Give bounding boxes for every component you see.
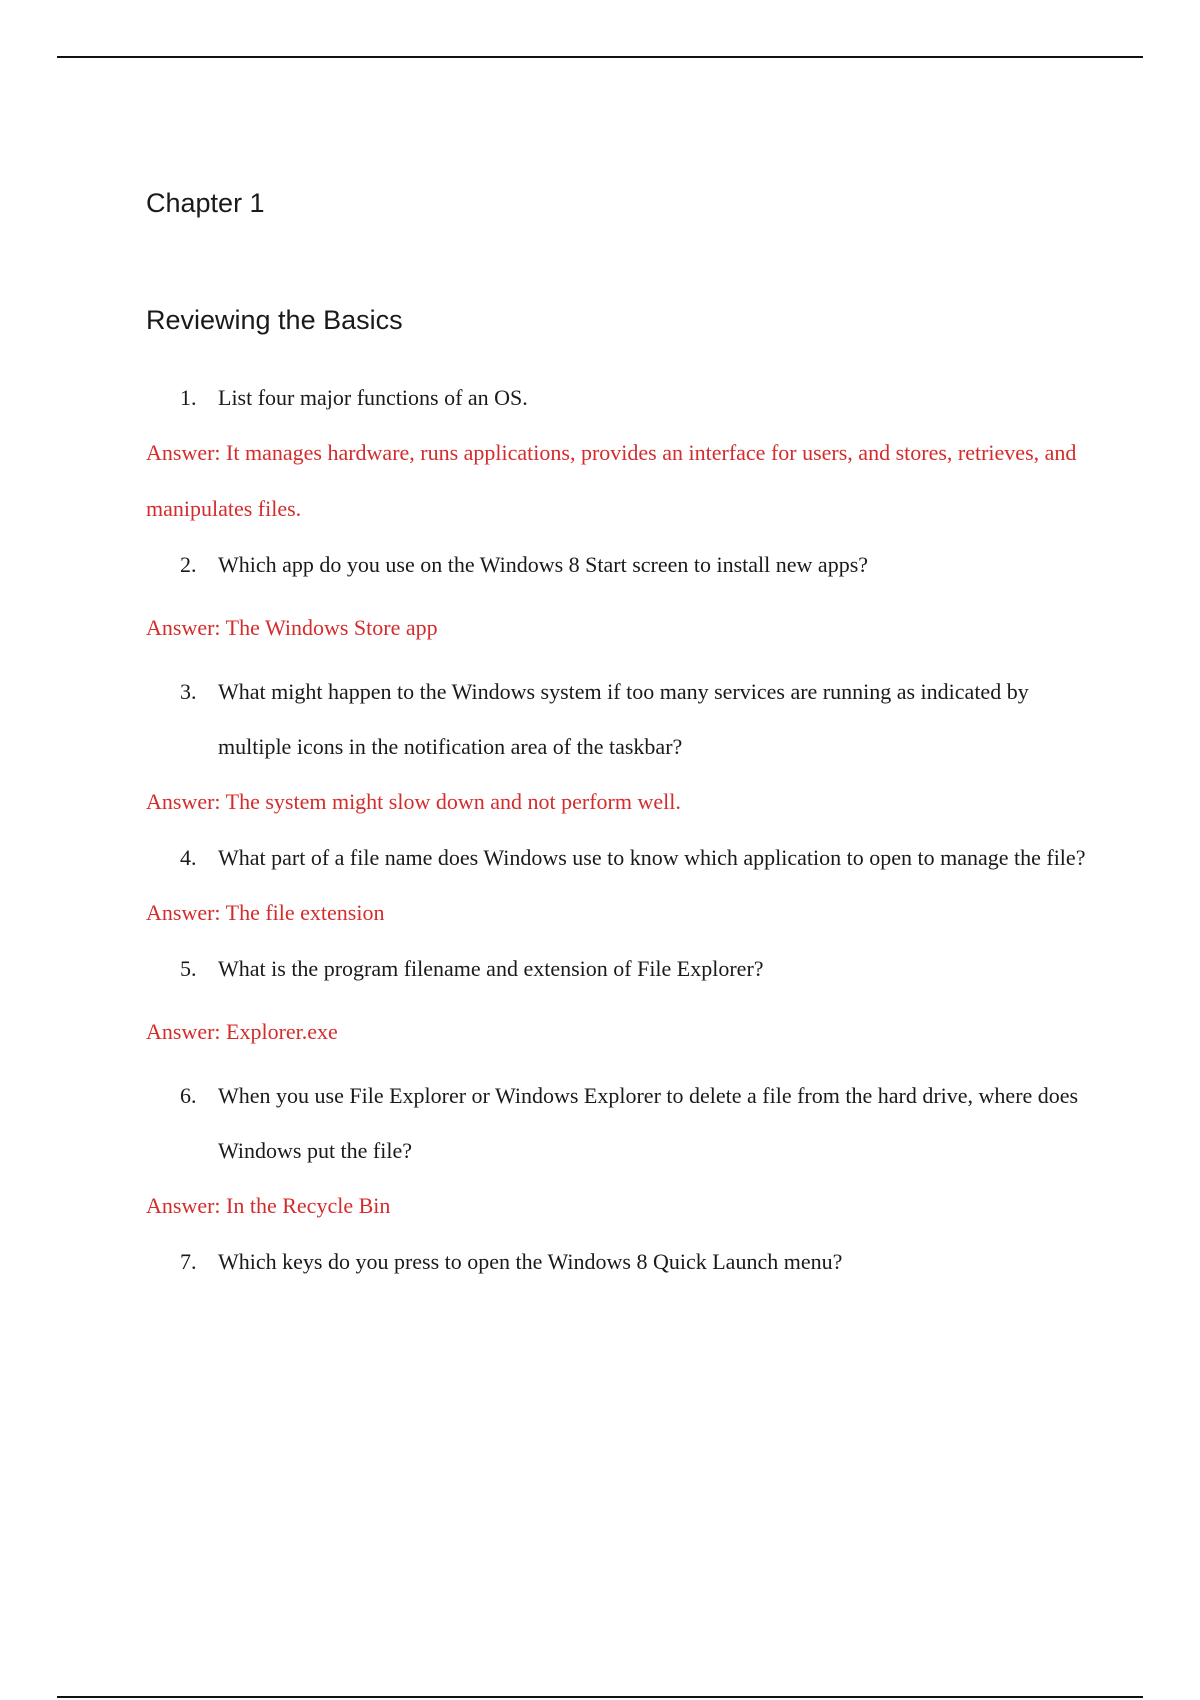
question-3 [146,664,1106,774]
question-number: 7. [180,1249,197,1274]
answer-5: Answer: Explorer.exe [146,1019,338,1044]
question-number: 6. [180,1083,197,1108]
header-rule [57,56,1143,58]
question-number: 5. [180,956,197,981]
question-5 [146,941,1106,996]
question-text: What is the program filename and extension of File Explorer? [218,956,764,981]
question-text: When you use File Explorer or Windows Explorer to delete a file from the hard drive, where does Windows put the file? [218,1083,1079,1163]
section-title: Reviewing the Basics [146,305,403,335]
chapter-title: Chapter 1 [146,188,265,218]
question-6 [146,1068,1106,1178]
answer-3: Answer: The system might slow down and not perform well. [146,789,681,814]
question-number: 2. [180,552,197,577]
question-1 [146,370,1106,425]
question-text: Which keys do you press to open the Windows 8 Quick Launch menu? [218,1249,843,1274]
answer-6: Answer: In the Recycle Bin [146,1193,391,1218]
answer-1: Answer: It manages hardware, runs applications, provides an interface for users, and stores, retrieves, and manipulates files. [146,440,1077,521]
document-body [146,188,1106,1289]
question-text: What part of a file name does Windows use to know which application to open to manage the file? [218,845,1086,870]
question-number: 3. [180,679,197,704]
question-text: List four major functions of an OS. [218,385,528,410]
question-number: 4. [180,845,197,870]
answer-4: Answer: The file extension [146,900,385,925]
answer-2: Answer: The Windows Store app [146,615,438,640]
question-text: Which app do you use on the Windows 8 Start screen to install new apps? [218,552,869,577]
question-2 [146,537,1106,592]
question-number: 1. [180,385,197,410]
question-7 [146,1234,1106,1289]
question-text: What might happen to the Windows system if too many services are running as indicated by multiple icons in the notification area of the taskbar? [218,679,1029,759]
question-4 [146,830,1106,885]
footer-rule [57,1696,1143,1698]
